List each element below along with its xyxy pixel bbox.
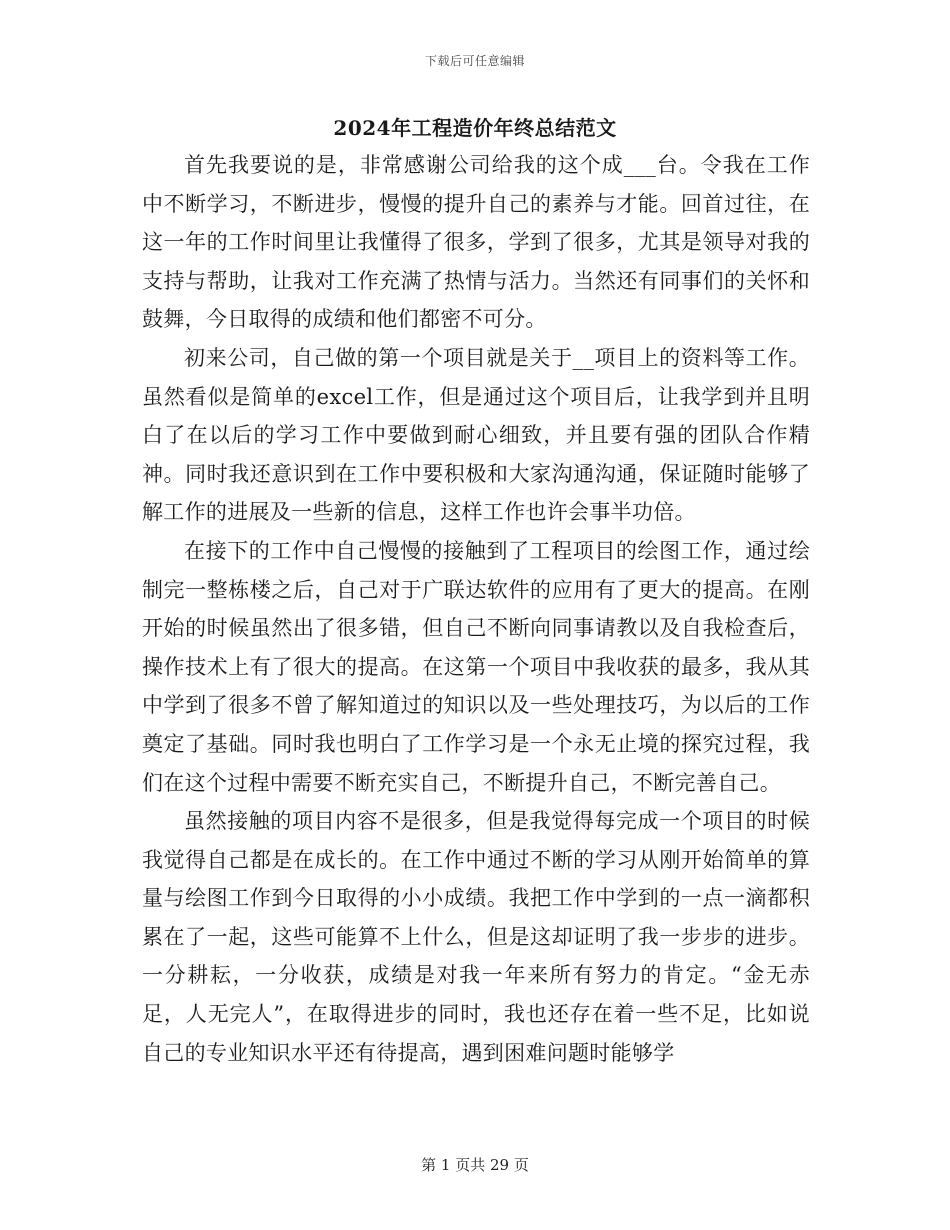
page-number: 第 1 页共 29 页: [421, 1156, 529, 1174]
document-title: 2024年工程造价年终总结范文: [333, 116, 617, 140]
paragraph-3: 在接下的工作中自己慢慢的接触到了工程项目的绘图工作，通过绘制完一整栋楼之后，自己对于广联达软件的应用有了更大的提高。在刚开始的时候虽然出了很多错，但自己不断向同事请教以及自我检查后，操作技术上有了很大的提高。在这第一个项目中我收获的最多，我从其中学到了很多不曾了解知道过的知识以及一些处理技巧，为以后的工作奠定了基础。同时我也明白了工作学习是一个永无止境的探究过程，我们在这个过程中需要不断充实自己，不断提升自己，不断完善自己。: [142, 538, 810, 795]
page-header: 下载后可任意编辑: [424, 54, 525, 68]
paragraph-4: 虽然接触的项目内容不是很多，但是我觉得每完成一个项目的时候我觉得自己都是在成长的。在工作中通过不断的学习从刚开始简单的算量与绘图工作到今日取得的小小成绩。我把工作中学到的一点一滴都积累在了一起，这些可能算不上什么，但是这却证明了我一步步的进步。一分耕耘，一分收获，成绩是对我一年来所有努力的肯定。“金无赤足，人无完人”，在取得进步的同时，我也还存在着一些不足，比如说自己的专业知识水平还有待提高，遇到困难问题时能够学: [142, 809, 810, 1065]
paragraph-1: 首先我要说的是，非常感谢公司给我的这个成___台。令我在工作中不断学习，不断进步，慢慢的提升自己的素养与才能。回首过往，在这一年的工作时间里让我懂得了很多，学到了很多，尤其是领导对我的支持与帮助，让我对工作充满了热情与活力。当然还有同事们的关怀和鼓舞，今日取得的成绩和他们都密不可分。: [142, 153, 810, 332]
paragraph-2: 初来公司，自己做的第一个项目就是关于__项目上的资料等工作。虽然看似是简单的excel工作，但是通过这个项目后，让我学到并且明白了在以后的学习工作中要做到耐心细致，并且要有强的团队合作精神。同时我还意识到在工作中要积极和大家沟通沟通，保证随时能够了解工作的进展及一些新的信息，这样工作也许会事半功倍。: [142, 345, 810, 525]
document-body: [142, 146, 810, 1072]
